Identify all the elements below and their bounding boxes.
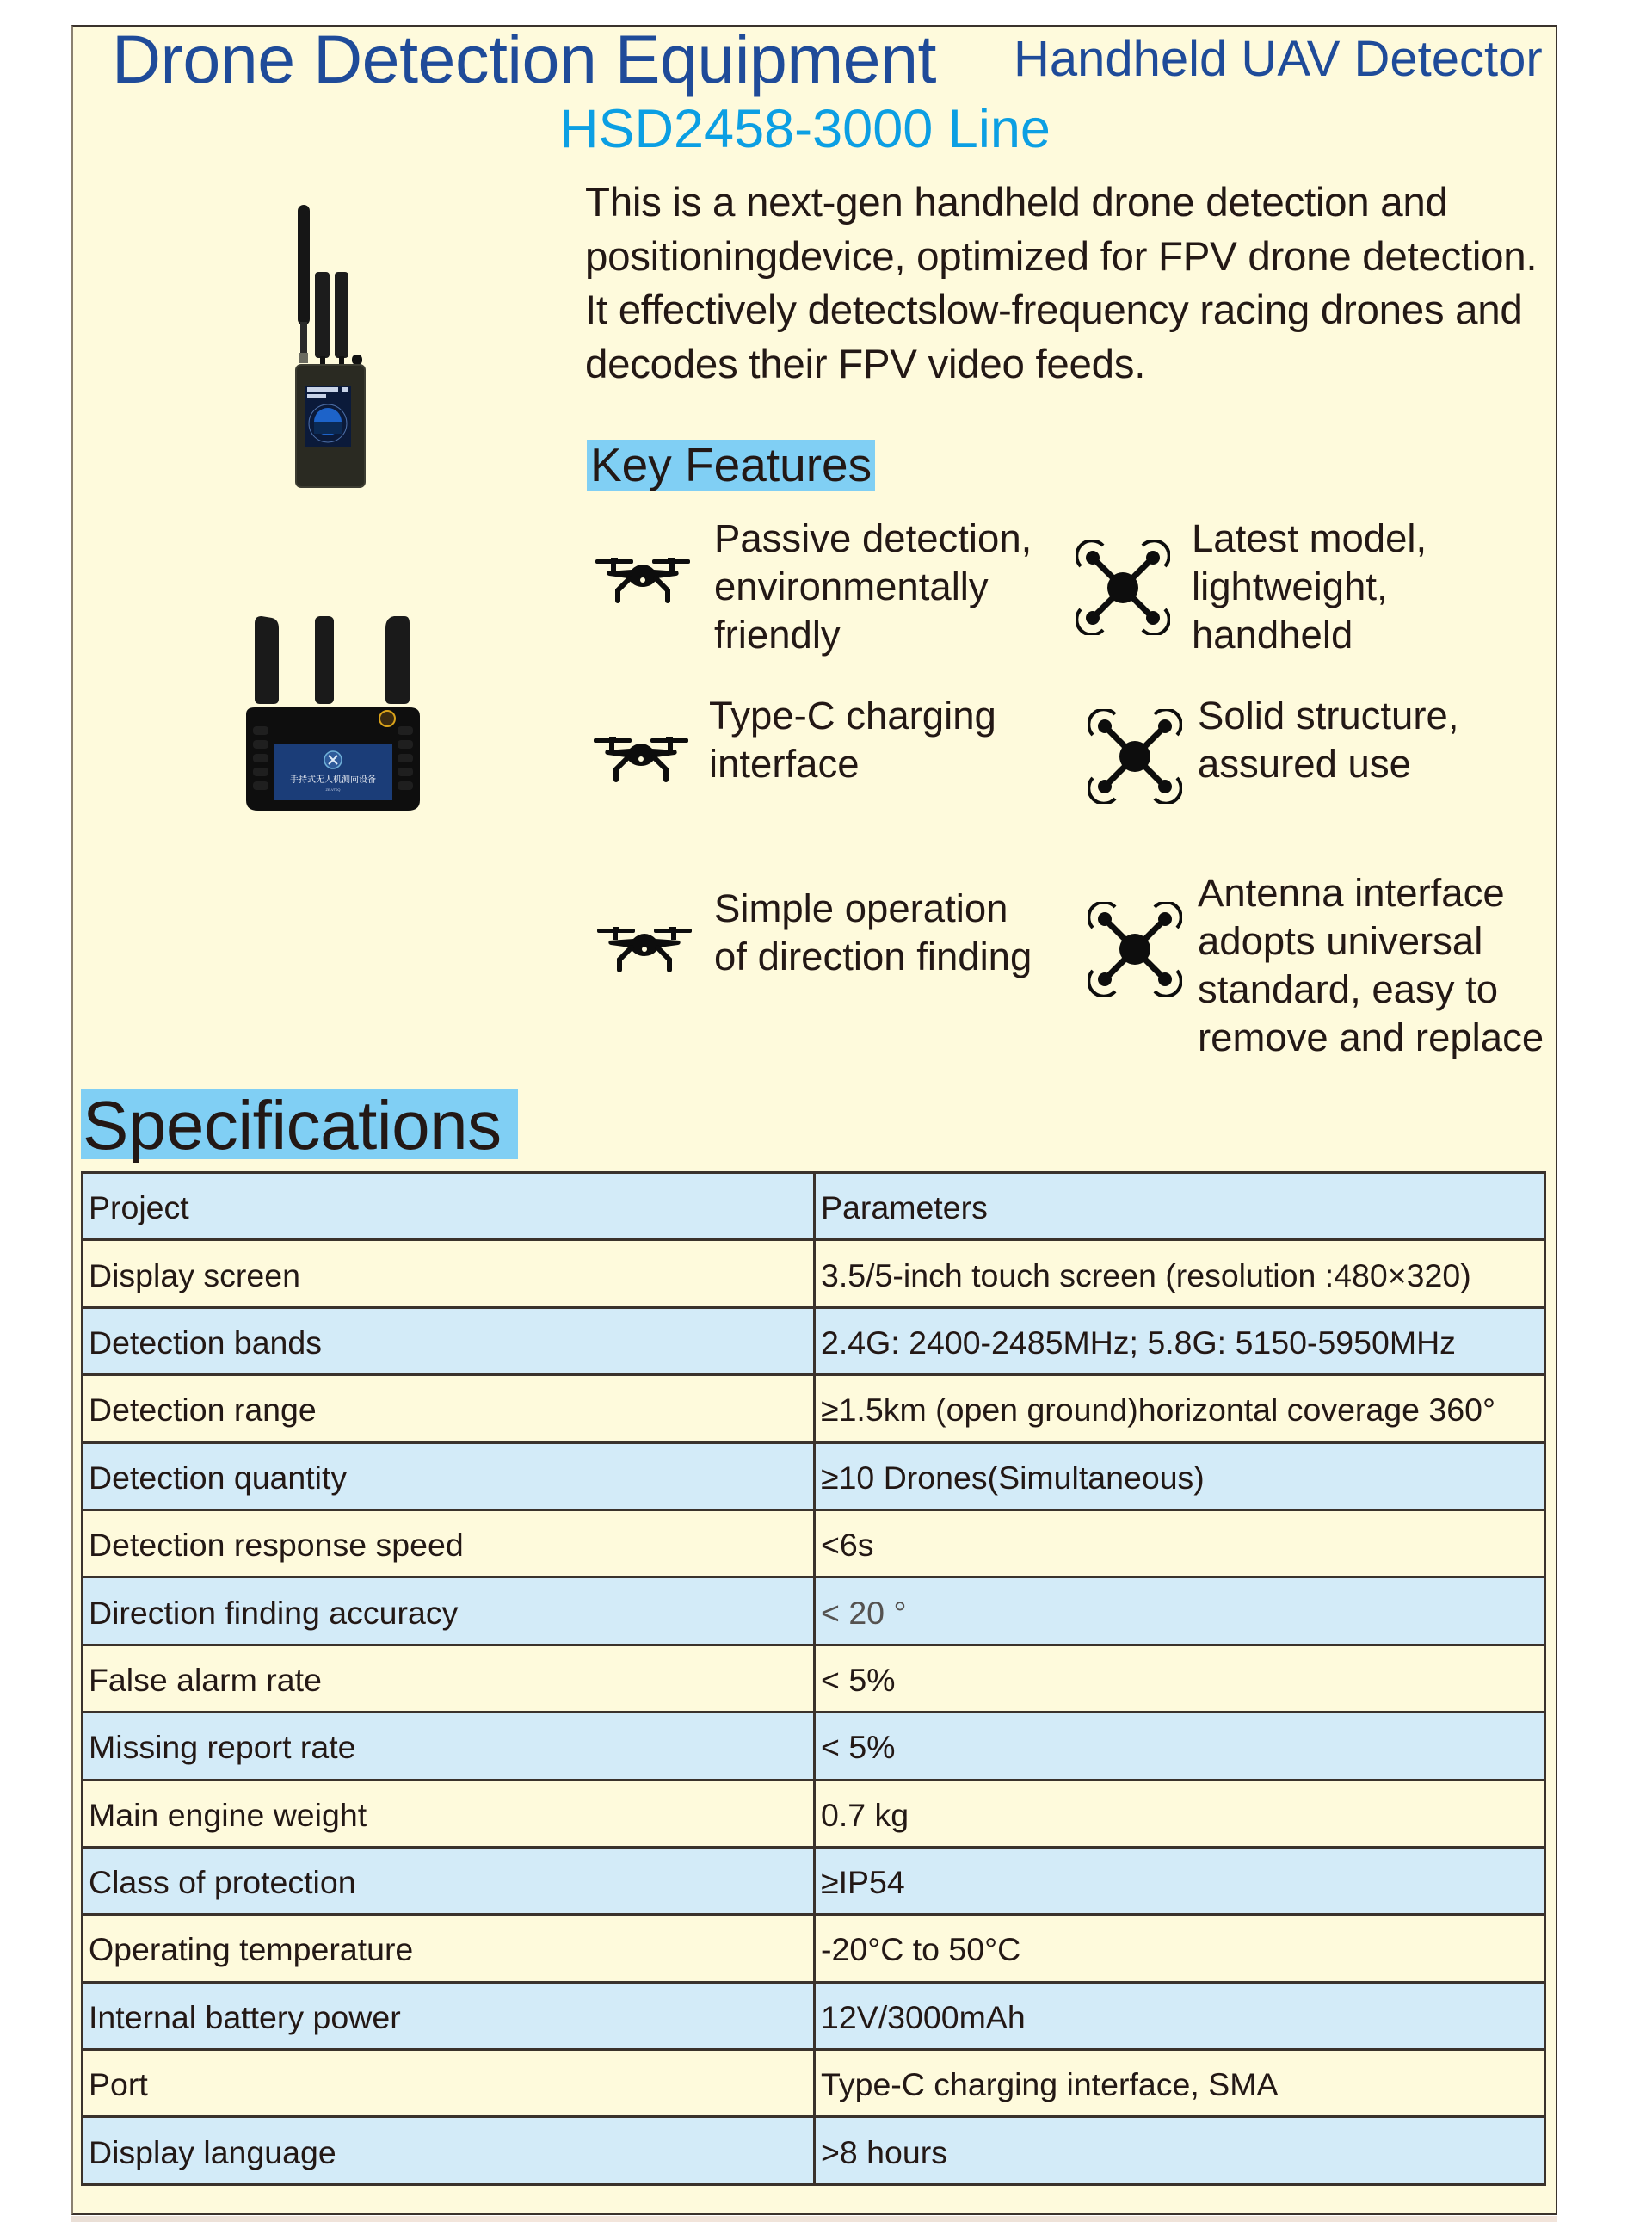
feature-line: Type-C charging [709, 694, 996, 738]
spec-name: Display language [83, 2117, 815, 2184]
column-header-project: Project [83, 1173, 815, 1240]
feature-line: Passive detection, [714, 516, 1032, 560]
key-features-heading: Key Features [587, 440, 875, 491]
page-title: Drone Detection Equipment [112, 21, 936, 97]
spec-value: 12V/3000mAh [815, 1982, 1545, 2049]
spec-value: 2.4G: 2400-2485MHz; 5.8G: 5150-5950MHz [815, 1307, 1545, 1374]
quadcopter-icon [1076, 540, 1170, 635]
table-row [83, 1982, 1545, 2049]
handheld-detector-photo-slim [293, 201, 372, 491]
spec-value: ≥10 Drones(Simultaneous) [815, 1442, 1545, 1509]
table-row [83, 1713, 1545, 1780]
spec-value: < 20 ° [815, 1577, 1545, 1645]
spec-value: 3.5/5-inch touch screen (resolution :480×320) [815, 1240, 1545, 1307]
feature-line: standard, easy to [1198, 967, 1499, 1011]
spec-name: Detection bands [83, 1307, 815, 1374]
quadcopter-icon [1088, 709, 1182, 804]
page-subtitle: Handheld UAV Detector [1014, 31, 1543, 87]
description-line: decodes their FPV video feeds. [585, 341, 1146, 387]
table-row [83, 1847, 1545, 1914]
spec-value: Type-C charging interface, SMA [815, 2050, 1545, 2117]
description-line: This is a next-gen handheld drone detection and [585, 180, 1448, 225]
spec-name: Detection response speed [83, 1509, 815, 1577]
spec-name: Operating temperature [83, 1915, 815, 1982]
spec-name: False alarm rate [83, 1645, 815, 1712]
feature-antenna-interface [1198, 869, 1544, 1062]
table-row [83, 2117, 1545, 2184]
spec-name: Display screen [83, 1240, 815, 1307]
feature-solid-structure [1198, 692, 1458, 788]
feature-type-c-charging [709, 692, 996, 788]
spec-name: Port [83, 2050, 815, 2117]
feature-line: adopts universal [1198, 919, 1483, 963]
drone-side-icon [594, 737, 690, 783]
spec-value: <6s [815, 1509, 1545, 1577]
page-shadow-strip [71, 2216, 1557, 2222]
device-2-screen-title: 手持式无人机测向设备 [290, 775, 376, 785]
feature-simple-operation [714, 885, 1032, 981]
spec-name: Internal battery power [83, 1982, 815, 2049]
table-row [83, 1509, 1545, 1577]
product-description [585, 176, 1537, 392]
table-row [83, 1442, 1545, 1509]
table-row [83, 2050, 1545, 2117]
column-header-parameters: Parameters [815, 1173, 1545, 1240]
model-line: HSD2458-3000 Line [559, 99, 1051, 159]
feature-line: of direction finding [714, 935, 1032, 978]
table-row [83, 1780, 1545, 1847]
table-row [83, 1645, 1545, 1712]
table-row [83, 1915, 1545, 1982]
spec-name: Class of protection [83, 1847, 815, 1914]
spec-name: Detection range [83, 1375, 815, 1442]
feature-line: remove and replace [1198, 1015, 1544, 1059]
table-row [83, 1375, 1545, 1442]
spec-value: ≥IP54 [815, 1847, 1545, 1914]
specifications-table [81, 1171, 1546, 2186]
spec-value: -20°C to 50°C [815, 1915, 1545, 1982]
feature-line: lightweight, [1192, 565, 1388, 608]
device-2-screen-model: ZE-VT0Q [325, 787, 341, 792]
feature-line: friendly [714, 613, 841, 657]
drone-side-icon [597, 927, 693, 973]
spec-value: >8 hours [815, 2117, 1545, 2184]
feature-line: interface [709, 742, 860, 786]
feature-line: Solid structure, [1198, 694, 1459, 738]
feature-passive-detection [714, 515, 1032, 659]
spec-name: Main engine weight [83, 1780, 815, 1847]
feature-line: assured use [1198, 742, 1411, 786]
feature-line: Latest model, [1192, 516, 1427, 560]
spec-name: Detection quantity [83, 1442, 815, 1509]
table-row [83, 1307, 1545, 1374]
spec-name: Missing report rate [83, 1713, 815, 1780]
handheld-detector-photo-wide [239, 604, 425, 816]
spec-value: 0.7 kg [815, 1780, 1545, 1847]
feature-line: environmentally [714, 565, 989, 608]
feature-line: handheld [1192, 613, 1353, 657]
feature-line: Antenna interface [1198, 871, 1505, 915]
spec-name: Direction finding accuracy [83, 1577, 815, 1645]
table-row [83, 1577, 1545, 1645]
quadcopter-icon [1088, 902, 1182, 997]
feature-latest-model [1192, 515, 1427, 659]
spec-value: < 5% [815, 1645, 1545, 1712]
table-row [83, 1240, 1545, 1307]
spec-value: ≥1.5km (open ground)horizontal coverage 360° [815, 1375, 1545, 1442]
description-line: It effectively detectslow-frequency racing drones and [585, 287, 1523, 334]
spec-value: < 5% [815, 1713, 1545, 1780]
table-header-row [83, 1173, 1545, 1240]
drone-side-icon [595, 558, 692, 604]
specifications-heading: Specifications [81, 1089, 518, 1159]
feature-line: Simple operation [714, 886, 1008, 930]
description-line: positioningdevice, optimized for FPV drone detection. [585, 233, 1538, 280]
